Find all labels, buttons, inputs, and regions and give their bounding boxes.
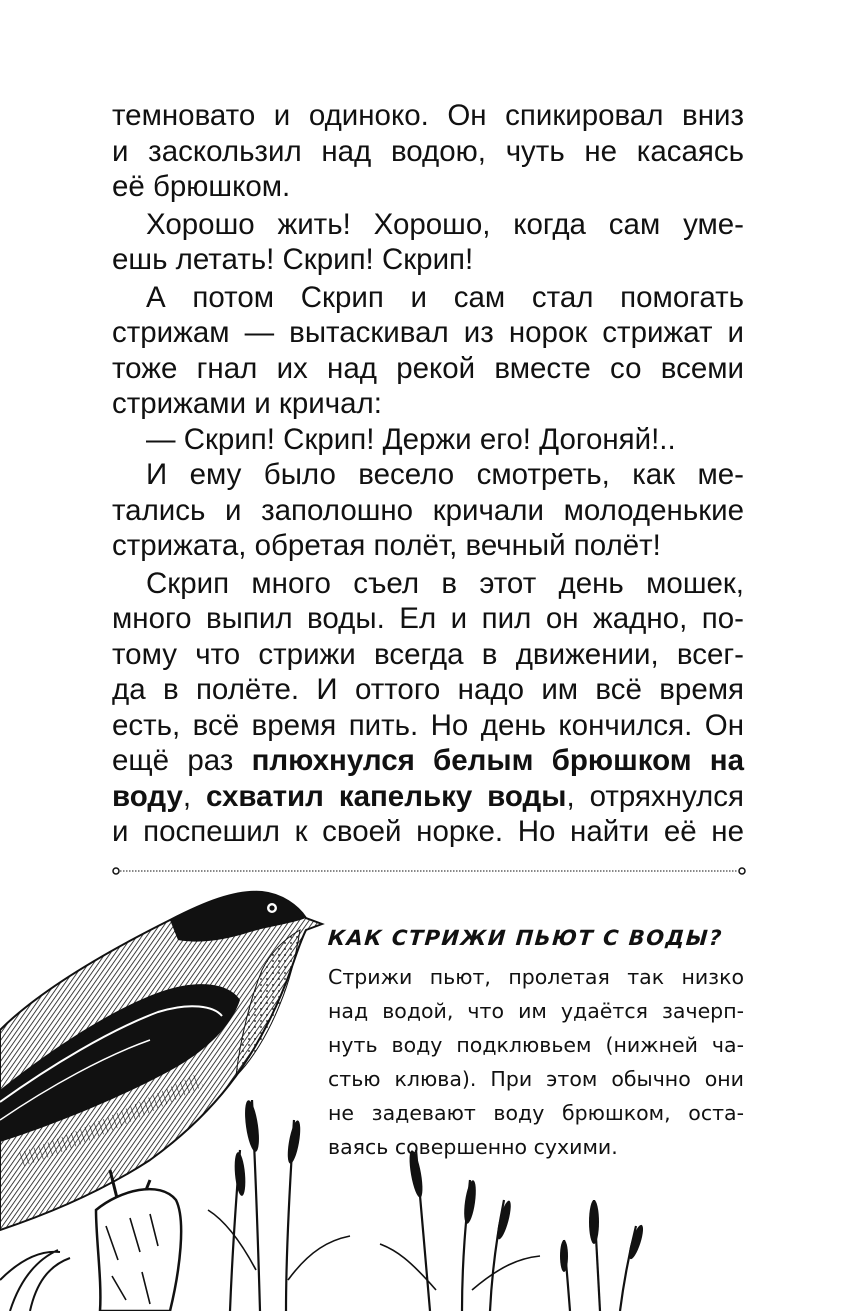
story-text <box>112 98 744 850</box>
bold-phrase: схватил капельку воды <box>206 779 567 813</box>
text-line <box>112 779 744 815</box>
text-line: да в полёте. И оттого надо им всё время <box>112 673 744 706</box>
text-line: много выпил воды. Ел и пил он жадно, по- <box>112 602 744 635</box>
text-line: тались и заполошно кричали молоденькие <box>112 493 744 527</box>
text-fragment: , <box>182 779 206 813</box>
info-box <box>328 926 744 1164</box>
bold-phrase: воду <box>112 779 183 813</box>
info-line: стью клюва). При этом обычно они <box>328 1067 744 1091</box>
text-line: Скрип много съел в этот день мошек, <box>146 566 744 600</box>
text-line: стрижам — вытаскивал из норок стрижат и <box>112 316 744 349</box>
text-line: и заскользил над водою, чуть не касаясь <box>112 134 744 168</box>
info-line: ваясь совершенно сухими. <box>328 1135 618 1159</box>
text-line: тоже гнал их над рекой вместе со всеми <box>112 351 744 385</box>
text-line: есть, всё время пить. Но день кончился. Он <box>112 708 744 742</box>
text-line: тому что стрижи всегда в движении, всег- <box>112 637 744 671</box>
info-box-body <box>328 960 744 1164</box>
section-divider <box>112 866 746 876</box>
text-fragment: , отряхнулся <box>566 779 744 813</box>
bold-phrase: плюхнулся белым брюшком на <box>251 744 744 777</box>
text-line <box>112 743 744 779</box>
info-box-title: КАК СТРИЖИ ПЬЮТ С ВОДЫ? <box>327 926 724 950</box>
text-line: стрижата, обретая полёт, вечный полёт! <box>112 529 661 562</box>
text-line: её брюшком. <box>112 170 291 203</box>
text-line: и поспешил к своей норке. Но найти её не <box>112 815 744 848</box>
text-line: ешь летать! Скрип! Скрип! <box>112 243 474 276</box>
info-line: нуть воду подклювьем (нижней ча- <box>328 1033 744 1057</box>
info-line: не задевают воду брюшком, оста- <box>328 1101 744 1125</box>
text-line: А потом Скрип и сам стал помогать <box>146 280 744 314</box>
text-line: — Скрип! Скрип! Держи его! Догоняй!.. <box>146 422 676 456</box>
info-line: над водой, что им удаётся зачерп- <box>328 999 744 1023</box>
text-line: И ему было весело смотреть, как ме- <box>146 458 744 491</box>
text-line: Хорошо жить! Хорошо, когда сам уме- <box>146 207 744 241</box>
text-fragment: ещё раз <box>112 744 252 777</box>
text-line: темновато и одиноко. Он спикировал вниз <box>112 99 744 132</box>
text-line: стрижами и кричал: <box>112 387 382 420</box>
info-line: Стрижи пьют, пролетая так низко <box>328 965 744 989</box>
